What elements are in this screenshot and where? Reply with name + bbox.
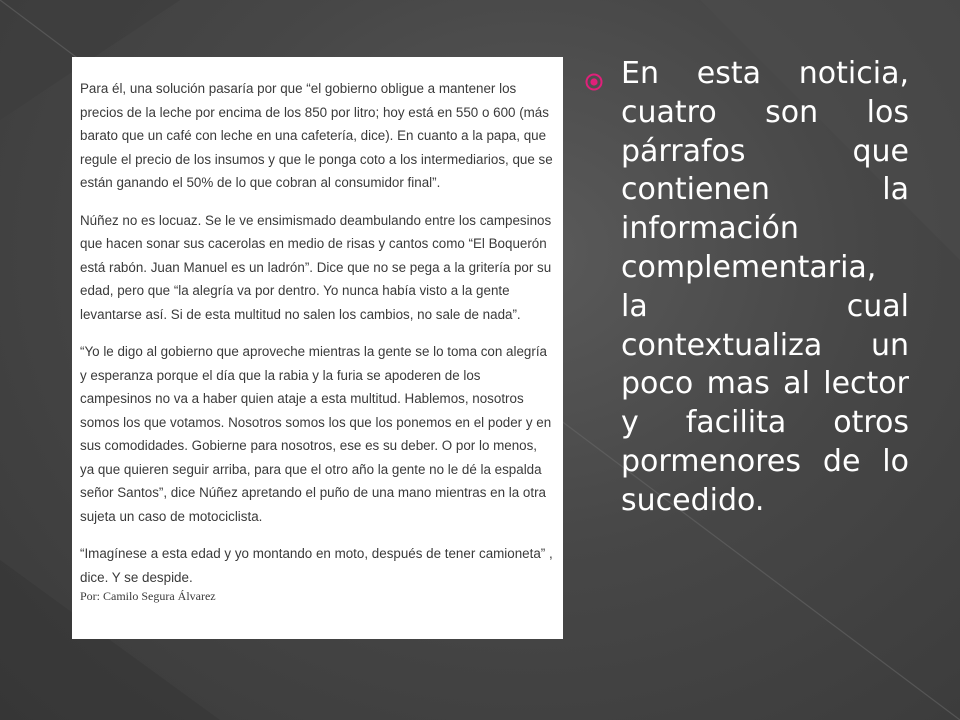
article-paragraph-3: “Yo le digo al gobierno que aproveche mientras la gente se lo toma con alegría y esperanza porque el día que la rabia y la furia se apoderen de los campesinos no va a haber quien ataje a esta multitud. Hablemos, nosotros somos los que votamos. Nosotros somos los que los ponemos en el poder y en sus comodidades. Gobierne para nosotros, ese es su deber. O por lo menos, ya que quieren seguir arriba, para que el otro año la gente no le dé la espalda señor Santos”, dice Núñez apretando el puño de una mano mientras en la otra sujeta un caso de motociclista.: [80, 344, 552, 524]
article-byline: Por: Camilo Segura Álvarez: [80, 589, 216, 603]
news-article-image: [72, 57, 563, 639]
article-paragraph-2: Núñez no es locuaz. Se le ve ensimismado deambulando entre los campesinos que hacen sonar sus cacerolas en medio de risas y cantos como “El Boquerón está rabón. Juan Manuel es un ladrón”. Dice que no se pega a la gritería por su edad, pero que “la alegría va por dentro. Yo nunca había visto a la gente levantarse así. Si de esta multitud no salen los cambios, no sale de nada”.: [80, 212, 552, 322]
article-paragraph-1: Para él, una solución pasaría por que “el gobierno obligue a mantener los precios de la leche por encima de los 850 por litro; hoy está en 550 o 600 (más barato que un café con leche en una cafetería, dice). En cuanto a la papa, que regule el precio de los insumos y que le ponga coto a los intermediarios, que se están ganando el 50% de lo que cobran al consumidor final”.: [80, 81, 553, 190]
target-bullet-icon: [585, 73, 603, 91]
article-paragraph-4: “Imagínese a esta edad y yo montando en moto, después de tener camioneta” , dice. Y se despide.: [80, 546, 553, 585]
bullet-text: En esta noticia, cuatro son los párrafos que contienen la información complementaria, la cual contextualiza un poco mas al lector y facilita otros pormenores de lo sucedido.: [621, 56, 909, 518]
